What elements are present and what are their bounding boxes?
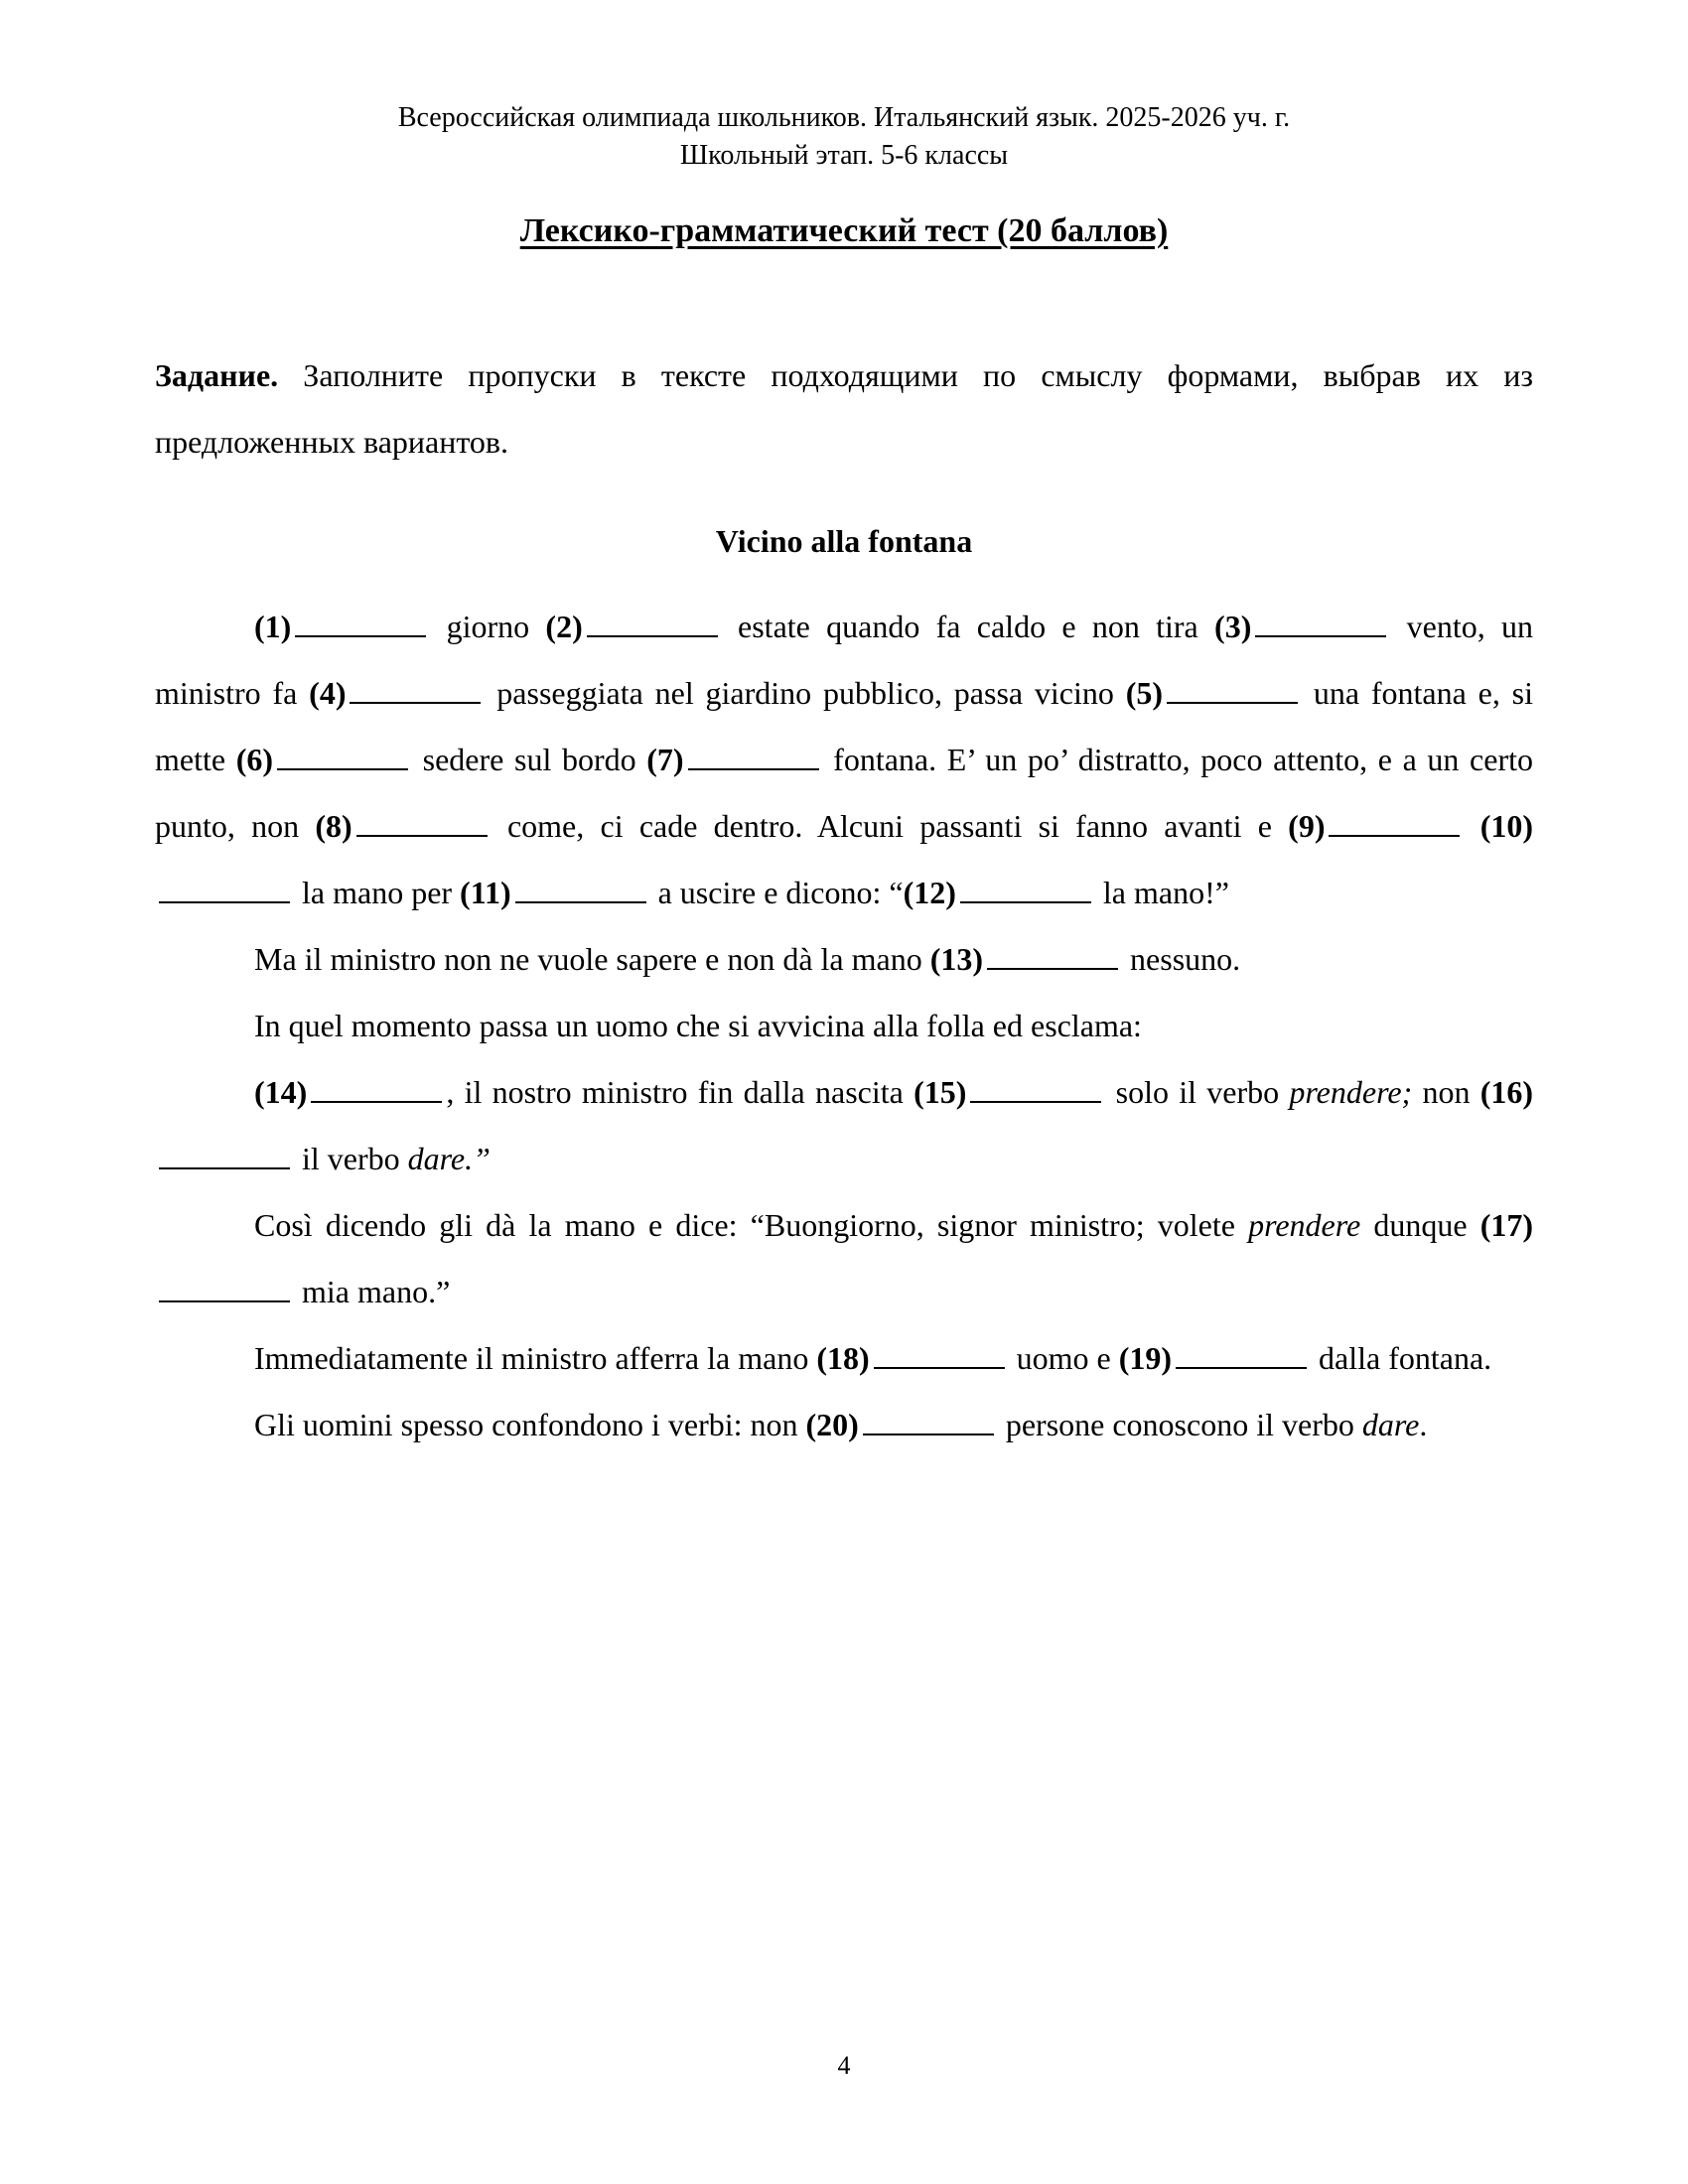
- blank-9[interactable]: [1329, 835, 1460, 837]
- blank-7[interactable]: [688, 768, 819, 770]
- blank-11[interactable]: [515, 901, 646, 903]
- blank-15[interactable]: [970, 1101, 1101, 1103]
- page-number: 4: [837, 2051, 851, 2080]
- blank-4[interactable]: [350, 702, 481, 704]
- paragraph-7: Gli uomini spesso confondono i verbi: non (20) persone conoscono il verbo dare.: [254, 1407, 1428, 1442]
- blank-17[interactable]: [159, 1300, 290, 1302]
- blank-20[interactable]: [863, 1433, 994, 1435]
- blank-16[interactable]: [159, 1167, 290, 1169]
- story-title: Vicino alla fontana: [715, 523, 973, 559]
- test-title: Лексико-грамматический тест (20 баллов): [519, 212, 1169, 249]
- paragraph-1: (1) giorno (2) estate quando fa caldo e non tira (3) vento, un ministro fa (4) passeggiata nel giardino pubblico, passa vicino (5) una fontana e, si mette (6) sedere sul bordo (7) fontana. E’ un po’ distratto, poco attento, e a un certo punto, non (8) come, ci cade dentro. Alcuni passanti si fanno avanti e (9) (10) la mano per (11) a uscire e dicono: “(12) la mano!”: [155, 609, 1534, 910]
- blank-19[interactable]: [1176, 1367, 1307, 1369]
- blank-13[interactable]: [987, 968, 1118, 970]
- header-stage: Школьный этап. 5-6 классы: [679, 140, 1009, 171]
- task-label: Задание.: [155, 357, 279, 393]
- blank-12[interactable]: [960, 901, 1091, 903]
- header-olympiad: Всероссийская олимпиада школьников. Итальянский язык. 2025-2026 уч. г.: [397, 102, 1291, 133]
- task-text: Заполните пропуски в тексте подходящими по смыслу формами, выбрав их из предложенных вариантов.: [155, 357, 1533, 460]
- paragraph-4: (14) , il nostro ministro fin dalla nascita (15) solo il verbo prendere; non (16) il verbo dare.”: [155, 1059, 1533, 1192]
- paragraph-3: In quel momento passa un uomo che si avvicina alla folla ed esclama:: [254, 1008, 1142, 1043]
- content: [155, 342, 1533, 1458]
- paragraph-5: Così dicendo gli dà la mano e dice: “Buongiorno, signor ministro; volete prendere dunque (17) mia mano.”: [155, 1192, 1533, 1325]
- blank-14[interactable]: [311, 1101, 442, 1103]
- blank-8[interactable]: [356, 835, 488, 837]
- blank-3[interactable]: [1255, 635, 1386, 637]
- blank-6[interactable]: [277, 768, 408, 770]
- blank-5[interactable]: [1167, 702, 1298, 704]
- blank-1[interactable]: [295, 635, 426, 637]
- blank-10[interactable]: [159, 901, 290, 903]
- blank-2[interactable]: [587, 635, 718, 637]
- blank-18[interactable]: [874, 1367, 1005, 1369]
- paragraph-2: Ma il ministro non ne vuole sapere e non dà la mano (13) nessuno.: [254, 941, 1241, 977]
- paragraph-6: Immediatamente il ministro afferra la mano (18) uomo e (19) dalla fontana.: [254, 1340, 1492, 1376]
- task-instructions: [155, 342, 1533, 476]
